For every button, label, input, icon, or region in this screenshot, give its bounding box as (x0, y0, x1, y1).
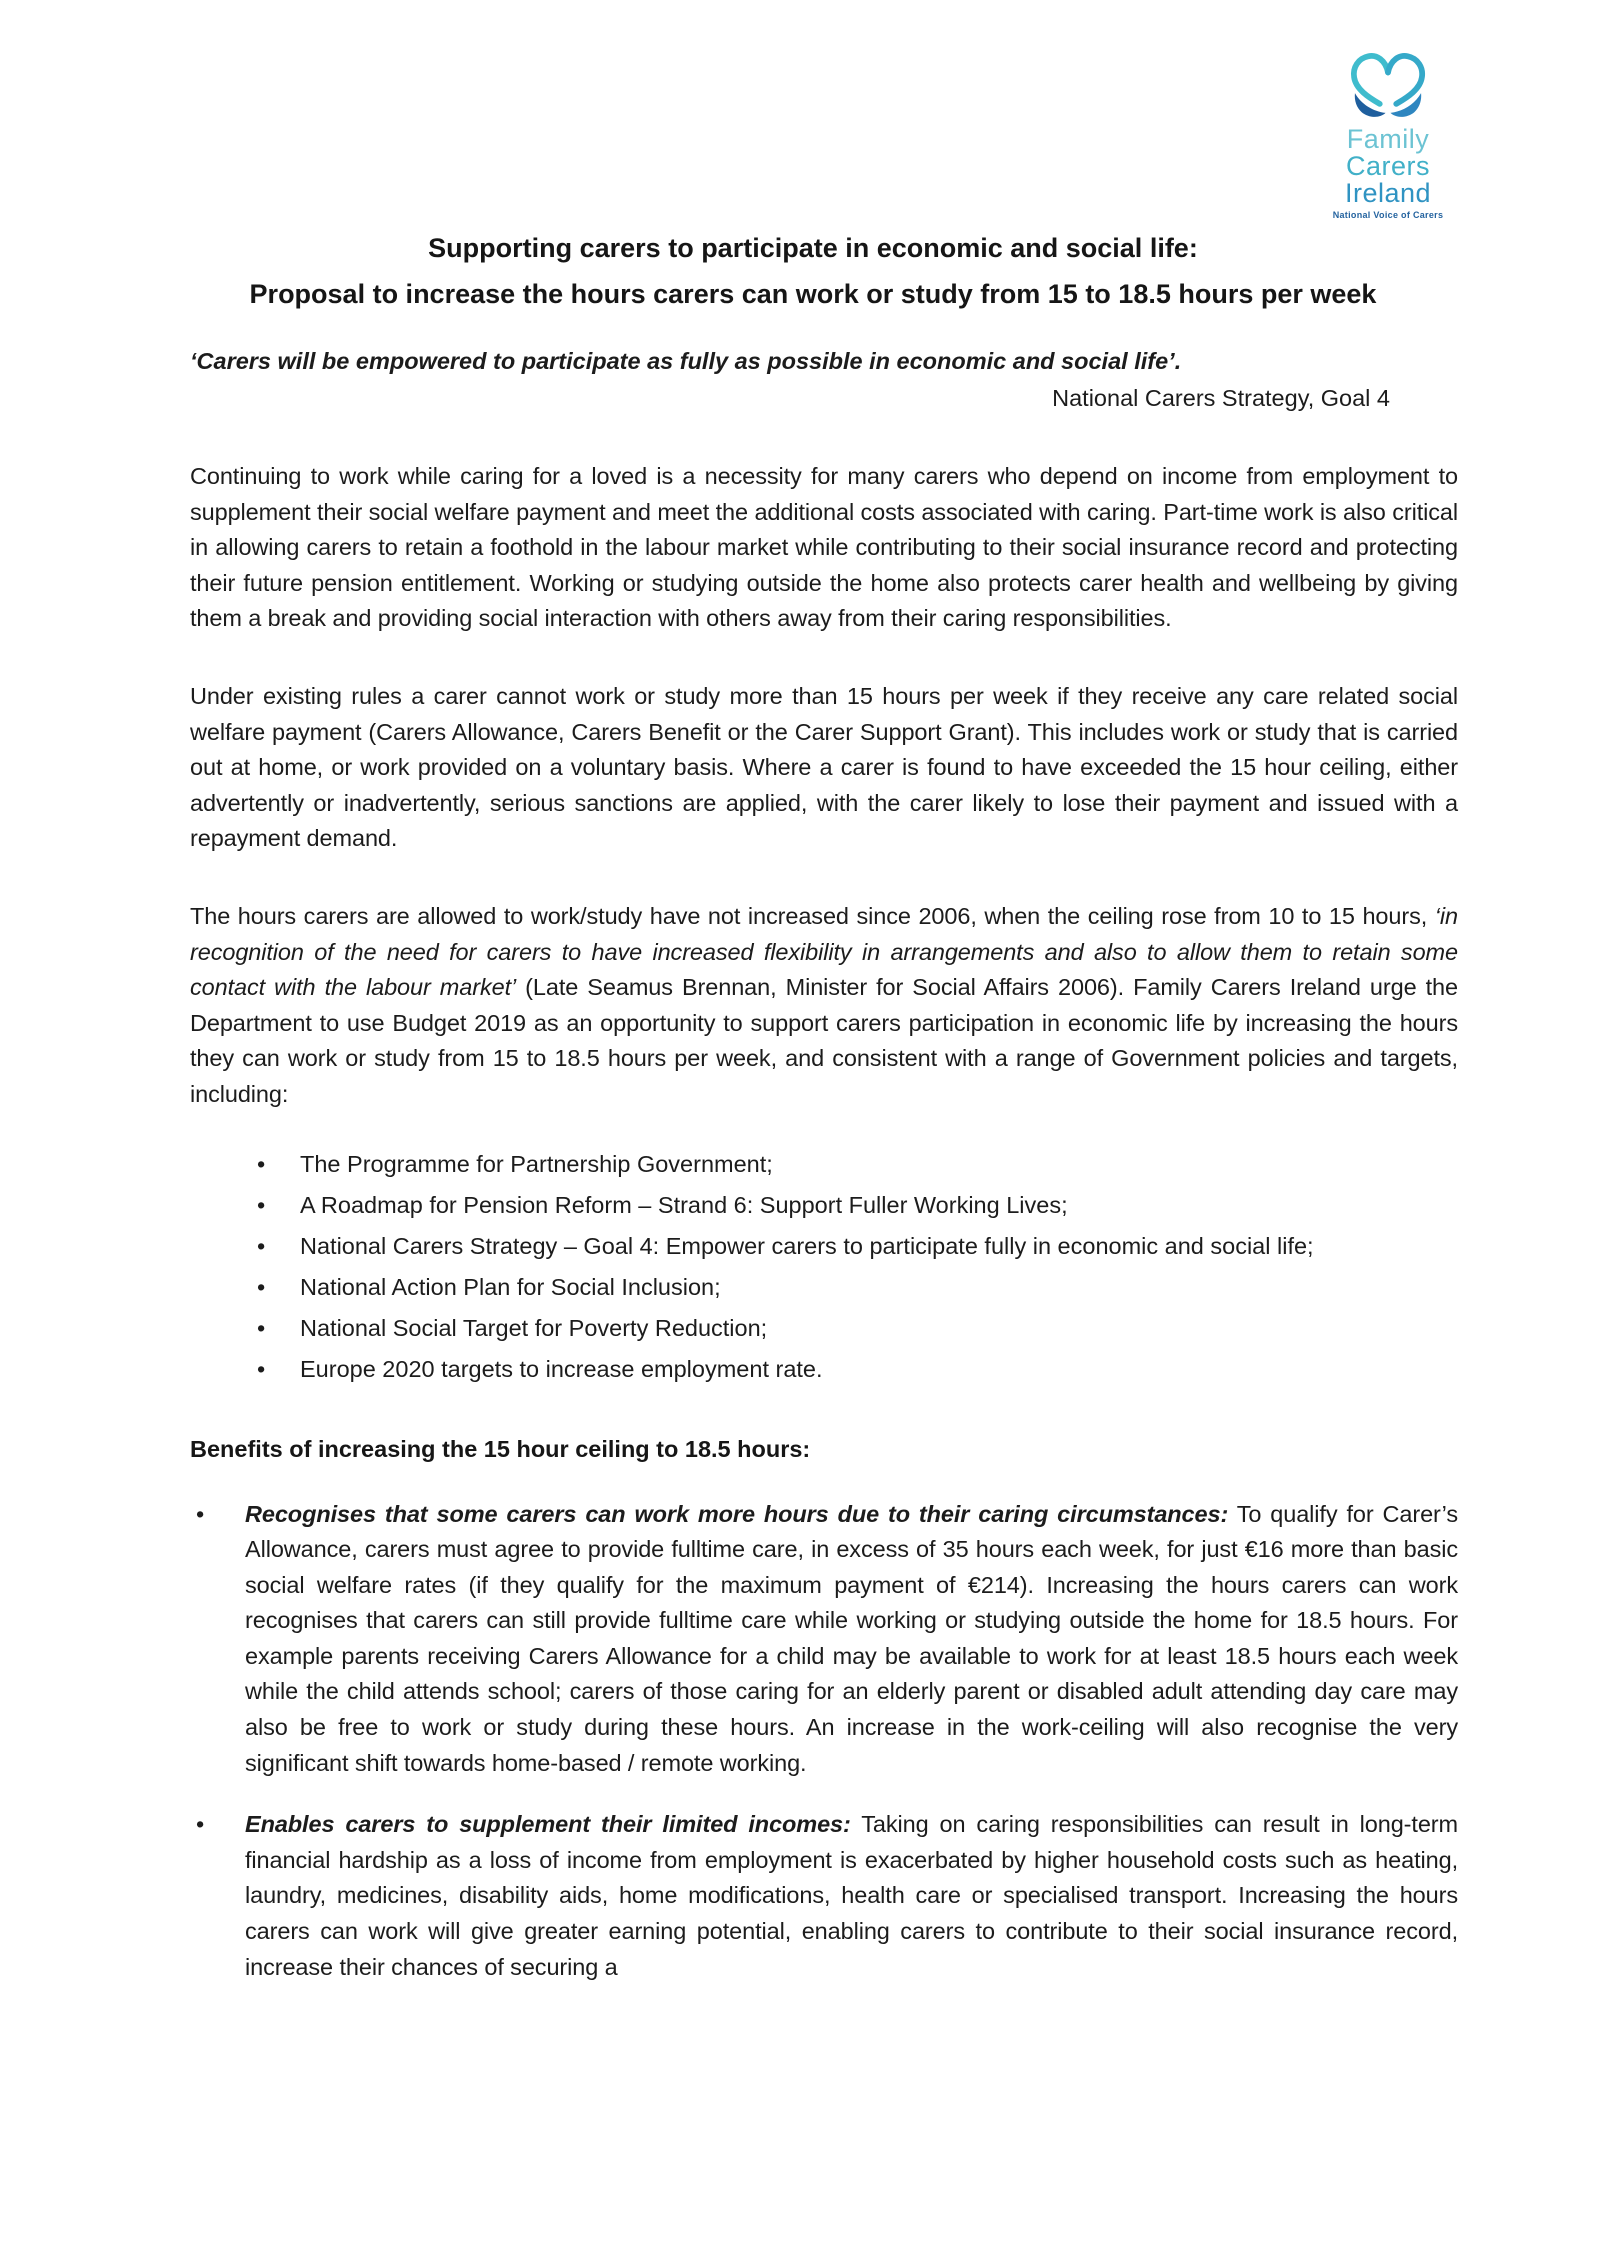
benefit-item-lead: Enables carers to supplement their limited incomes: (245, 1811, 851, 1838)
list-item: • National Action Plan for Social Inclusion; (190, 1270, 1458, 1305)
logo-text-carers: Carers (1345, 151, 1430, 181)
list-item: • Europe 2020 targets to increase employment rate. (190, 1352, 1458, 1387)
paragraph-3-trailing-text: (Late Seamus Brennan, Minister for Social Affairs 2006). Family Carers Ireland urge the Department to use Budget 2019 as an opportunity to support carers participation in economic life by increasing the hours they can work or study from 15 to 18.5 hours per week, and consistent with a range of Government policies and targets, including: (190, 974, 1458, 1107)
paragraph-continuing-to-work: Continuing to work while caring for a loved is a necessity for many carers who depend on income from employment to supplement their social welfare payment and meet the additional costs associated with caring. Part-time work is also critical in allowing carers to retain a foothold in the labour market while contributing to their social insurance record and protecting their future pension entitlement. Working or studying outside the home also protects carer health and wellbeing by giving them a break and providing social interaction with others away from their caring responsibilities. (190, 463, 1458, 632)
quote-attribution: National Carers Strategy, Goal 4 (1052, 385, 1390, 411)
paragraph-existing-rules: Under existing rules a carer cannot work or study more than 15 hours per week if they receive any care related social welfare payment (Carers Allowance, Carers Benefit or the Carer Support Grant). This includes work or study that is carried out at home, or work provided on a voluntary basis. Where a carer is found to have exceeded the 15 hour ceiling, either advertently or inadvertently, serious sanctions are applied, with the carer likely to lose their payment and issued with a repayment demand. (190, 682, 1458, 852)
benefit-item-lead: Recognises that some carers can work more hours due to their caring circumstances: (245, 1500, 1229, 1527)
logo-text-family: Family (1346, 124, 1430, 154)
paragraph-3-lead-text: The hours carers are allowed to work/study have not increased since 2006, when the ceiling rose from 10 to 15 hours, (190, 902, 1435, 929)
benefit-item-body: Taking on caring responsibilities can result in long-term financial hardship as a loss of income from employment is exacerbated by higher household costs such as heating, laundry, medicines, disability aids, home modifications, health care or specialised transport. Increasing the hours carers can work will give greater earning potential, enabling carers to contribute to their social insurance record, increase their chances of securing a (245, 1811, 1458, 1980)
page-title-line-1: Supporting carers to participate in economic and social life: (428, 233, 1198, 263)
list-item: • The Programme for Partnership Government; (190, 1147, 1458, 1182)
page-title (168, 225, 1458, 317)
document-body (190, 0, 1458, 2011)
list-item: • National Social Target for Poverty Reduction; (190, 1311, 1458, 1346)
paragraph-hours-not-increased (190, 899, 1458, 1113)
paragraph-3-quoted-text: ‘in recognition of the need for carers to have increased flexibility in arrangements and also to allow them to retain some contact with the labour market’ (190, 902, 1458, 1001)
list-item: • A Roadmap for Pension Reform – Strand 6: Support Fuller Working Lives; (190, 1188, 1458, 1223)
benefit-item-body: To qualify for Carer’s Allowance, carers must agree to provide fulltime care, in excess of 35 hours each week, for just €16 more than basic social welfare rates (if they qualify for the maximum payment of €214). Increasing the hours carers can work recognises that carers can still provide fulltime care while working or studying outside the home for 18.5 hours. For example parents receiving Carers Allowance for a child may be available to work for at least 18.5 hours each week while the child attends school; carers of those caring for an elderly parent or disabled adult attending day care may also be free to work or study during these hours. An increase in the work-ceiling will also recognise the very significant shift towards home-based / remote working. (245, 1500, 1458, 1776)
benefit-item-supplement-incomes (190, 1807, 1458, 1985)
policy-list (190, 1147, 1458, 1387)
strategy-quote-block (190, 343, 1458, 417)
quote-text: ‘Carers will be empowered to participate as fully as possible in economic and social life’. (190, 348, 1182, 374)
benefits-list (190, 1497, 1458, 1986)
logo-tagline: National Voice of Carers (1332, 210, 1444, 220)
benefit-item-work-more-hours (190, 1497, 1458, 1782)
list-item: • National Carers Strategy – Goal 4: Empower carers to participate fully in economic and social life; (190, 1229, 1458, 1264)
benefits-heading: Benefits of increasing the 15 hour ceiling to 18.5 hours: (190, 1435, 811, 1462)
logo-text-ireland: Ireland (1344, 178, 1432, 208)
page-title-line-2: Proposal to increase the hours carers can work or study from 15 to 18.5 hours per week (249, 279, 1377, 309)
